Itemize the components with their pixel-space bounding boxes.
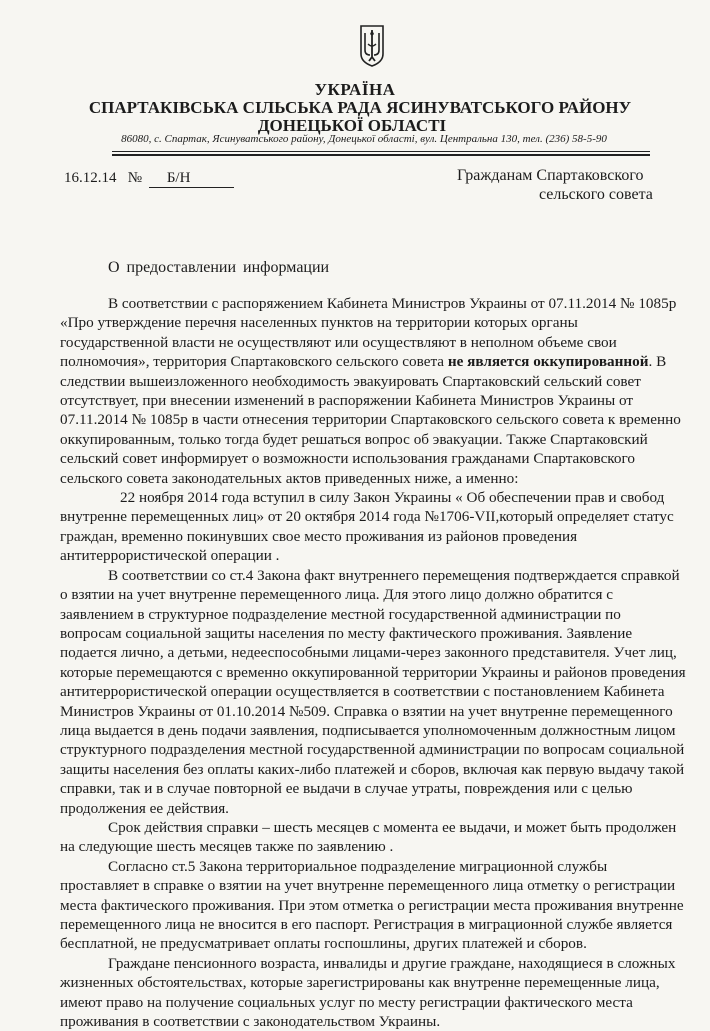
paragraph-1-bold: не является оккупированной [447, 353, 649, 371]
letter-subject: О предоставлении информации [108, 259, 330, 276]
paragraph-4: Срок действия справки – шесть месяцев с момента ее выдачи, и может быть продолжен на следующие шесть месяцев также по заявлению . [60, 818, 677, 856]
document-meta [64, 170, 234, 188]
paragraph-6: Граждане пенсионного возраста, инвалиды и другие граждане, находящиеся в сложных жизненных обстоятельствах, которые зарегистрированы как внутренне перемещенные лица, имеют право на получение социальных услуг по месту регистрации фактического места проживания в соответствии с законодательством Украины. [60, 954, 676, 1031]
paragraph-3: В соответствии со ст.4 Закона факт внутреннего перемещения подтверждается справкой о взятии на учет внутренне перемещенного лица. Для этого лицо должно обратится с заявлением в структурное подразделение местной государственной администрации по вопросам социальной защиты населения по месту фактического проживания. Заявление подается лично, а детьми, недееспособными лицами-через законного представителя. Учет лиц, которые перемещаются с временно оккупированной территории Украины и районов проведения антитеррористической операции осуществляется в соответствии с постановлением Кабинета Министров Украины от 01.10.2014 №509. Справка о взятии на учет внутренне перемещенного лица выдается в день подачи заявления, подписывается уполномоченным должностным лицом структурного подразделения местной государственной администрации по вопросам социальной защиты населения без оплаты каких-либо платежей и сборов, включая как первую выдачу такой справки, так и в случае повторной ее выдачи в случае утраты, повреждения или с целью продолжения ее действия. [60, 566, 686, 817]
letter-body [60, 294, 686, 1031]
trident-emblem-icon [359, 24, 385, 68]
addressee-line-1: Гражданам Спартаковского [457, 167, 644, 184]
country-name: УКРАЇНА [314, 80, 396, 99]
paragraph-1-text-b: . В следствии вышеизложенного необходимость эвакуировать Спартаковский сельский совет отсутствует, при внесении изменений в распоряжении Кабинета Министров Украины от 07.11.2014 № 1085р в части отнесения территории Спартаковского сельского совета к временно оккупированным, только тогда будет решаться вопрос об эвакуации. Также Спартаковский сельский совет информирует о возможности использования гражданами Спартаковского сельского совета законодательных актов приведенных ниже, а именно: [60, 353, 681, 487]
header-divider-thick [112, 154, 650, 156]
document-date: 16.12.14 [64, 170, 117, 186]
addressee-block [457, 166, 653, 204]
paragraph-2: 22 ноября 2014 года вступил в силу Закон Украины « Об обеспечении прав и свобод внутренне перемещенных лиц» от 20 октября 2014 года №1706-VII,который определяет статус граждан, временно покинувших свое место проживания из районов проведения антитеррористической операции . [60, 489, 674, 565]
paragraph-1 [60, 294, 686, 488]
addressee-line-2: сельского совета [539, 186, 653, 203]
paragraph-1-text-a: В соответствии с распоряжением Кабинета Министров Украины от 07.11.2014 № 1085р «Про утверждение перечня населенных пунктов на территории которых органы государственной власти не осуществляют или осуществляют в неполном объеме свои полномочия», территория Спартаковского сельского совета [60, 295, 677, 371]
council-name: СПАРТАКІВСЬКА СІЛЬСЬКА РАДА ЯСИНУВАТСЬКОГО РАЙОНУ [88, 98, 632, 117]
number-sign: № [127, 170, 143, 186]
paragraph-5: Согласно ст.5 Закона территориальное подразделение миграционной службы проставляет в справке о взятии на учет внутренне перемещенного лица отметку о регистрации места фактического проживания. При этом отметка о регистрации места проживания внутренне перемещенного лица не вносится в его паспорт. Регистрация в миграционной службе является бесплатной, не предусматривает оплаты госпошлины, других платежей и сборов. [60, 857, 684, 953]
council-address: 86080, с. Спартак, Ясинуватського району, Донецької області, вул. Центральна 130, тел. (236) 58-5-90 [121, 133, 607, 145]
header-divider-thin [112, 151, 650, 152]
council-region: ДОНЕЦЬКОЇ ОБЛАСТІ [257, 116, 447, 135]
document-number: Б/Н [149, 170, 234, 188]
